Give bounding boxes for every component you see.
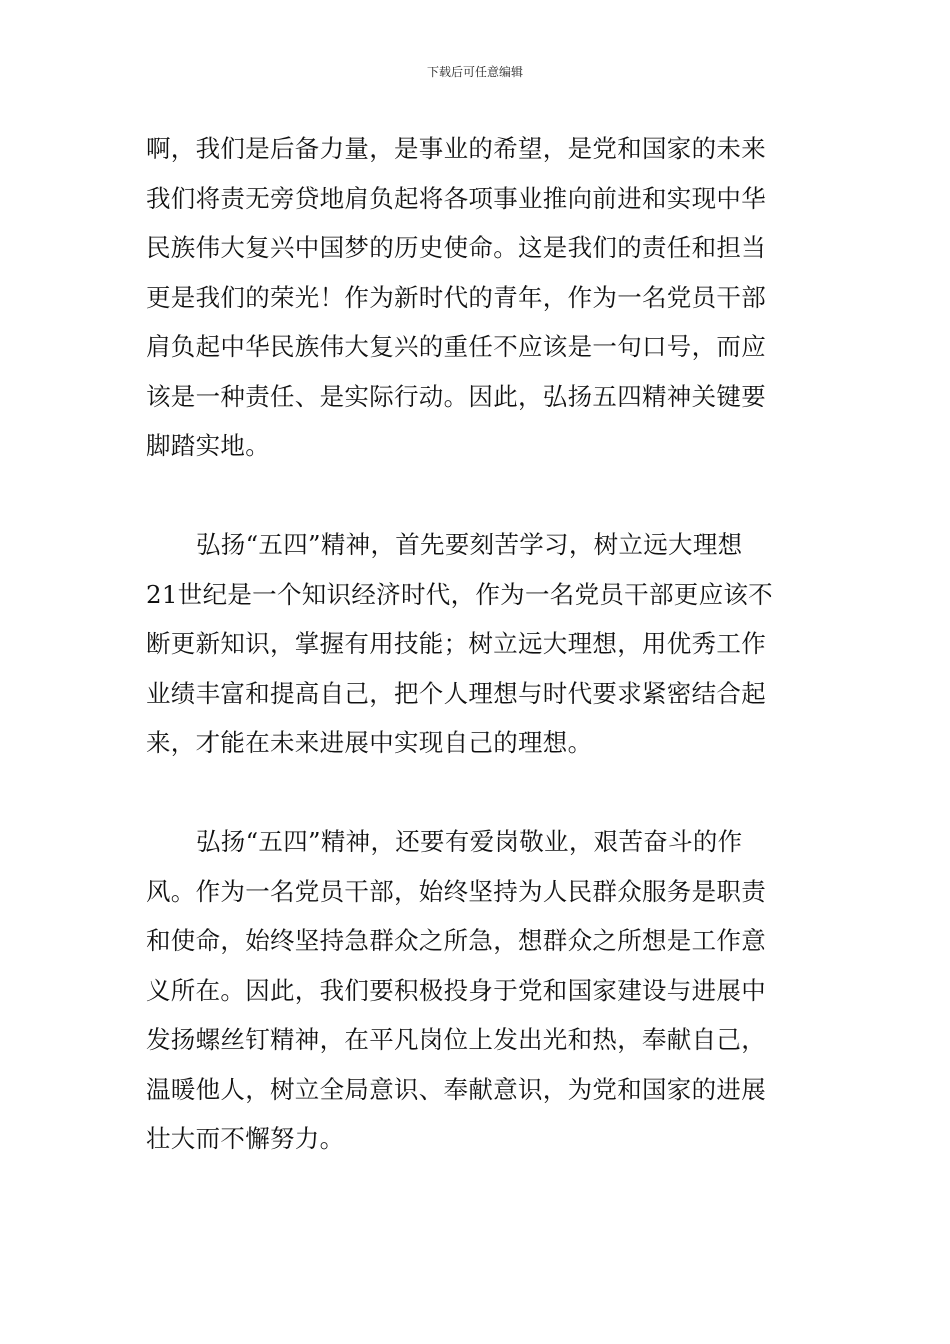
paragraph-line: 更是我们的荣光！作为新时代的青年，作为一名党员干部 [146,282,766,312]
paragraph-line: 弘扬“五四”精神，首先要刻苦学习，树立远大理想 [196,530,743,559]
paragraph-1 [146,124,816,471]
paragraph-gap [146,471,816,521]
paragraph-line: 该是一种责任、是实际行动。因此，弘扬五四精神关键要 [146,381,766,411]
page-header-note: 下载后可任意编辑 [426,65,523,79]
paragraph-line: 啊，我们是后备力量，是事业的希望，是党和国家的未来 [146,134,766,163]
paragraph-line: 来，才能在未来进展中实现自己的理想。 [146,728,593,757]
paragraph-line: 弘扬“五四”精神，还要有爱岗敬业，艰苦奋斗的作 [196,827,743,856]
paragraph-gap [146,768,816,818]
paragraph-line: 断更新知识，掌握有用技能；树立远大理想，用优秀工作 [146,629,766,658]
paragraph-line: 21世纪是一个知识经济时代，作为一名党员干部更应该不 [146,579,773,609]
paragraph-line: 温暖他人，树立全局意识、奉献意识，为党和国家的进展 [146,1074,766,1104]
paragraph-3 [146,817,816,1164]
paragraph-line: 和使命，始终坚持急群众之所急，想群众之所想是工作意 [146,926,766,955]
paragraph-line: 业绩丰富和提高自己，把个人理想与时代要求紧密结合起 [146,678,766,708]
paragraph-line: 民族伟大复兴中国梦的历史使命。这是我们的责任和担当 [146,233,766,262]
paragraph-line: 脚踏实地。 [146,431,270,460]
paragraph-line: 风。作为一名党员干部，始终坚持为人民群众服务是职责 [146,876,766,906]
paragraph-line: 发扬螺丝钉精神，在平凡岗位上发出光和热，奉献自己， [146,1025,766,1054]
paragraph-line: 义所在。因此，我们要积极投身于党和国家建设与进展中 [146,975,766,1005]
paragraph-line: 壮大而不懈努力。 [146,1124,345,1153]
paragraph-2 [146,520,816,768]
document-body [146,124,816,1164]
paragraph-line: 我们将责无旁贷地肩负起将各项事业推向前进和实现中华 [146,183,766,213]
paragraph-line: 肩负起中华民族伟大复兴的重任不应该是一句口号，而应 [146,332,766,361]
